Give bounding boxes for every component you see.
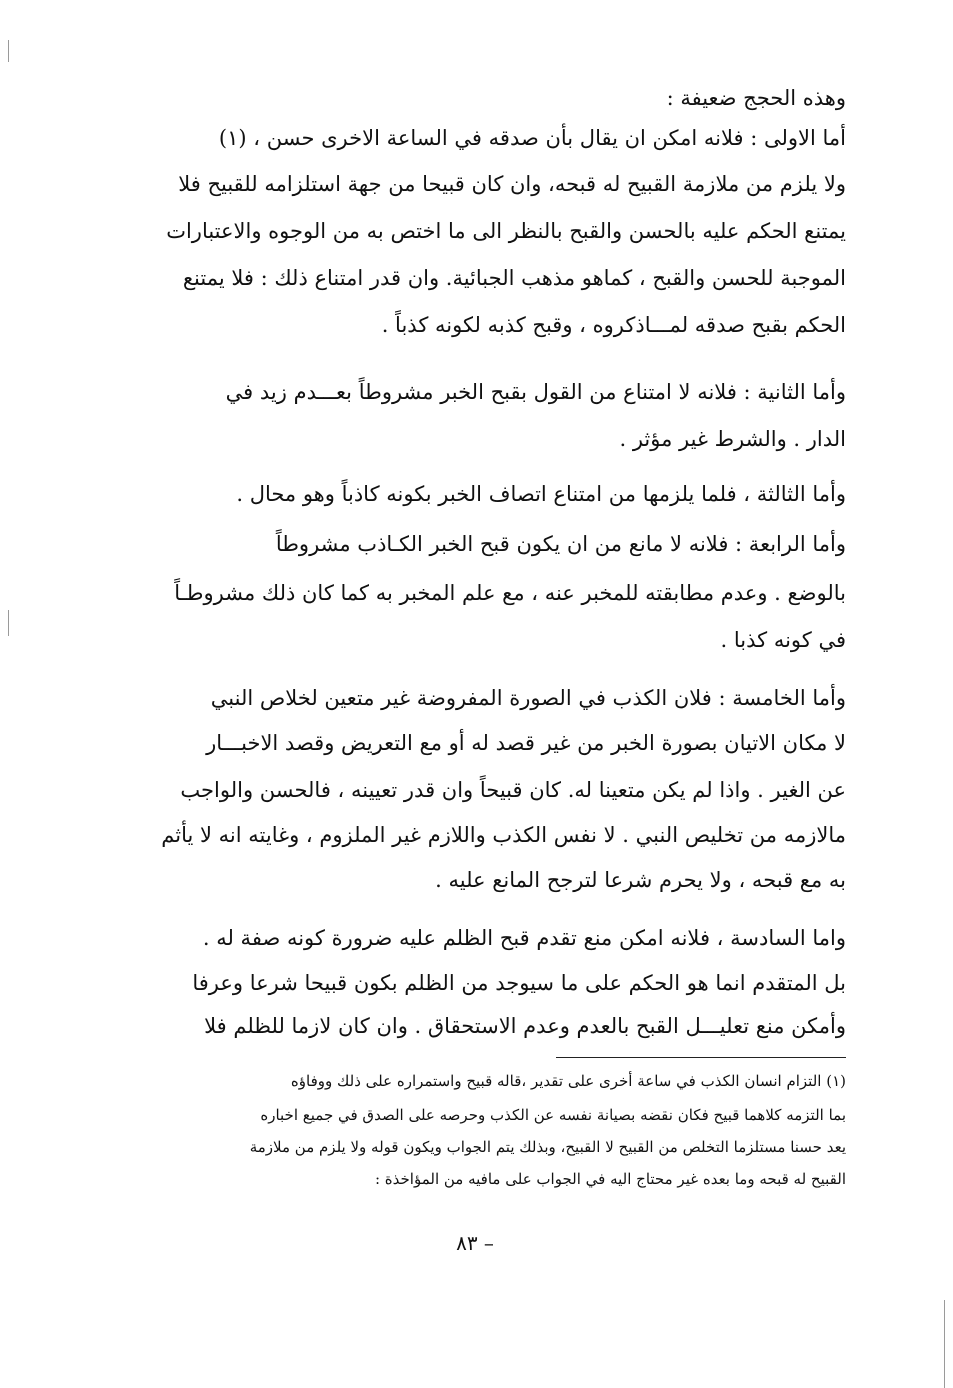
body-line: الدار . والشرط غير مؤثر . (619, 427, 846, 451)
body-line: يمتنع الحكم عليه بالحسن والقبح بالنظر الى ما اختص به من الوجوه والاعتبارات (166, 219, 846, 243)
body-line: أما الاولى : فلانه امكن ان يقال بأن صدقه في الساعة الاخرى حسن ، (١) (218, 126, 846, 150)
body-line: وأمكن منع تعليـــل القبح بالعدم وعدم الاستحقاق . وان كان لازما للظلم فلا (204, 1014, 846, 1038)
body-line: وهذه الحجج ضعيفة : (666, 86, 846, 110)
scan-edge-mark-bottom-right (944, 1300, 945, 1388)
body-line: واما السادسة ، فلانه امكن منع تقدم قبح الظلم عليه ضرورة كونه صفة له . (202, 926, 846, 950)
body-line: وأما الثانية : فلانه لا امتناع من القول بقبح الخبر مشروطاً بعـــدم زيد في (225, 380, 846, 404)
body-line: الحكم بقبح صدقه لمـــاذكروه ، وقبح كذبه لكونه كذباً . (381, 313, 846, 337)
body-line: وأما الرابعة : فلانه لا مانع من ان يكون قبح الخبر الكـاذب مشروطاً (275, 532, 846, 556)
body-line: وأما الثالثة ، فلما يلزمها من امتناع اتصاف الخبر بكونه كاذباً وهو محال . (236, 482, 846, 506)
scan-edge-mark-mid-left (8, 610, 9, 636)
body-line: بالوضع . وعدم مطابقته للمخبر عنه ، مع علم المخبر به كما كان ذلك مشروطـاً (174, 581, 846, 605)
footnote (128, 0, 846, 1200)
body-line: به مع قبحه ، ولا يحرم شرعا لترجح المانع عليه . (435, 868, 846, 892)
body-line: مالازمه من تخليص النبي . لا نفس الكذب واللازم غير الملزوم ، وغايته انه لا يأثم (161, 823, 846, 847)
body-line: الموجبة للحسن والقبح ، كماهو مذهب الجبائية. وان قدر امتناع ذلك : فلا يمتنع (182, 266, 846, 290)
body-line: ولا يلزم من ملازمة القبيح له قبحه، وان كان قبيحا من جهة استلزامه للقبيح فلا (178, 172, 846, 196)
body-line: في كونه كذبا . (720, 628, 846, 652)
body-line: وأما الخامسة : فلان الكذب في الصورة المفروضة غير متعين لخلاص النبي (210, 686, 846, 710)
footnote-line: القبيح له قبحه وما بعده غير محتاج اليه في الجواب على مافيه من المؤاخذة : (374, 1170, 846, 1188)
footnote-line: بما التزمه كلاهما قبيح فكان نقضه بصيانة نفسه عن الكذب وحرصه على الصدق في جميع اخباره (260, 1106, 846, 1124)
body-line: لا مكان الاتيان بصورة الخبر من غير قصد له أو مع التعريض وقصد الاخبـــار (206, 731, 846, 755)
scan-edge-mark-top-left (8, 40, 9, 62)
body-line: عن الغير . واذا لم يكن متعينا له. كان قبيحاً وان قدر تعيينه ، فالحسن والواجب (180, 778, 846, 802)
footnote-line: يعد حسنا مستلزما التخلص من القبيح لا القبيح، وبذلك يتم الجواب ويكون قوله ولا يلزم من ملازمة (249, 1138, 846, 1156)
footnote-line: (١) التزام انسان الكذب في ساعة أخرى على تقدير ،قاله قبيح واستمراره على ذلك ووفاؤه (290, 1072, 846, 1090)
page-number: – ٨٣ (456, 1231, 494, 1255)
body-line: بل المتقدم انما هو الحكم على ما سيوجد من الظلم بكون قبيحا شرعا وعرفا (192, 971, 846, 995)
